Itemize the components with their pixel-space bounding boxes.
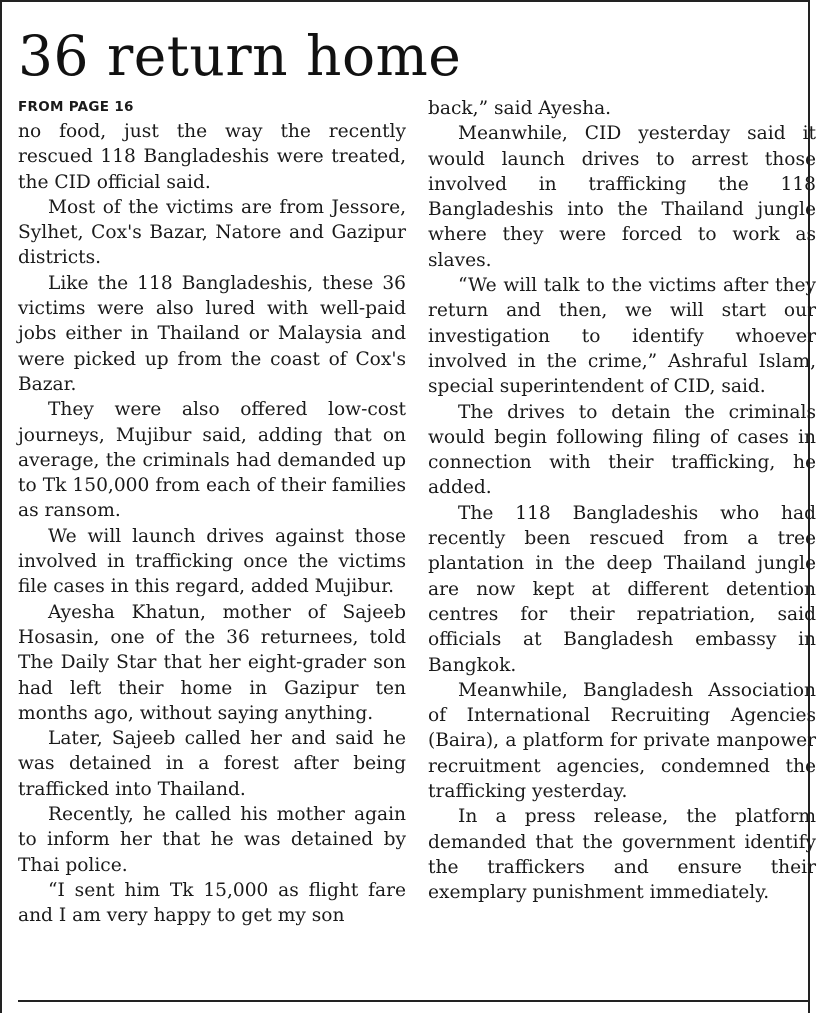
paragraph: In a press release, the platform demanded that the government identify the traffickers and ensure their exemplary punishment immediately. <box>428 806 816 904</box>
right-column <box>428 96 816 906</box>
paragraph: Meanwhile, Bangladesh Association of International Recruiting Agencies (Baira), a platform for private manpower recruitment agencies, condemned the trafficking yesterday. <box>428 679 816 803</box>
paragraph: Later, Sajeeb called her and said he was detained in a forest after being trafficked into Thailand. <box>18 728 406 800</box>
frame-left-border <box>0 0 2 1013</box>
paragraph: Recently, he called his mother again to inform her that he was detained by Thai police. <box>18 804 406 876</box>
bottom-rule <box>18 1000 808 1002</box>
left-column <box>18 96 406 929</box>
paragraph: They were also offered low-cost journeys, Mujibur said, adding that on average, the criminals had demanded up to Tk 150,000 from each of their families as ransom. <box>18 399 406 522</box>
paragraph: We will launch drives against those involved in trafficking once the victims file cases in this regard, added Mujibur. <box>18 525 406 598</box>
paragraph: The drives to detain the criminals would begin following filing of cases in connection with their trafficking, he added. <box>428 401 816 499</box>
headline: 36 return home <box>18 24 462 88</box>
paragraph: no food, just the way the recently rescued 118 Bangladeshis were treated, the CID official said. <box>18 121 406 193</box>
paragraph: Most of the victims are from Jessore, Sylhet, Cox's Bazar, Natore and Gazipur districts. <box>18 196 406 269</box>
paragraph: back,” said Ayesha. <box>428 98 612 119</box>
paragraph: Meanwhile, CID yesterday said it would launch drives to arrest those involved in trafficking the 118 Bangladeshis into the Thailand jungle where they were forced to work as slaves. <box>428 123 816 271</box>
frame-top-border <box>0 0 810 2</box>
paragraph: The 118 Bangladeshis who had recently been rescued from a tree plantation in the deep Thailand jungle are now kept at different detention centres for their repatriation, said officials at Bangladesh embassy in Bangkok. <box>428 502 816 676</box>
paragraph: Like the 118 Bangladeshis, these 36 victims were also lured with well-paid jobs either in Thailand or Malaysia and were picked up from the coast of Cox's Bazar. <box>18 272 406 395</box>
paragraph: “We will talk to the victims after they return and then, we will start our investigation to identify whoever involved in the crime,” Ashraful Islam, special superintendent of CID, said. <box>428 275 816 398</box>
paragraph: Ayesha Khatun, mother of Sajeeb Hosasin, one of the 36 returnees, told The Daily Star that her eight-grader son had left their home in Gazipur ten months ago, without saying anything. <box>18 601 406 724</box>
paragraph: “I sent him Tk 15,000 as flight fare and I am very happy to get my son <box>18 879 406 927</box>
jump-label: FROM PAGE 16 <box>18 99 134 115</box>
